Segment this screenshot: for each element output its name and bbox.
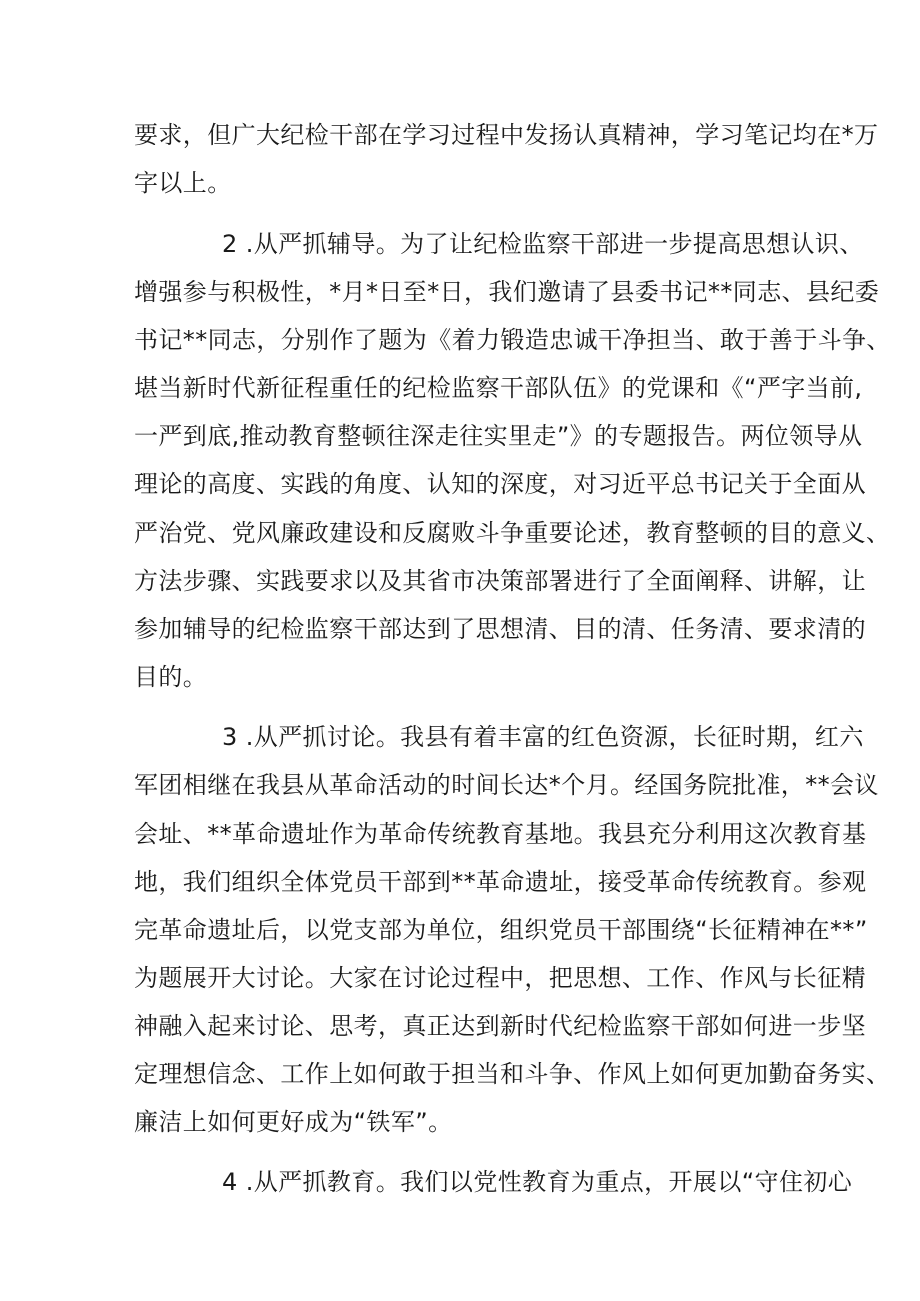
text-line: 要求，但广大纪检干部在学习过程中发扬认真精神，学习笔记均在*万 — [134, 121, 879, 149]
text-line: 增强参与积极性，*月*日至*日，我们邀请了县委书记**同志、县纪委 — [134, 278, 880, 306]
text-line: 方法步骤、实践要求以及其省市决策部署进行了全面阐释、讲解，让 — [134, 567, 866, 595]
text-line: 理论的高度、实践的角度、认知的深度，对习近平总书记关于全面从 — [134, 470, 866, 498]
text-line: 定理想信念、工作上如何敢于担当和斗争、作风上如何更加勤奋务实、 — [134, 1060, 891, 1088]
text-line: 书记**同志，分别作了题为《着力锻造忠诚干净担当、敢于善于斗争、 — [134, 326, 891, 354]
text-line: 为题展开大讨论。大家在讨论过程中，把思想、工作、作风与长征精 — [134, 964, 866, 992]
text-line: 目的。 — [134, 663, 208, 691]
text-line: 完革命遗址后，以党支部为单位，组织党员干部围绕“长征精神在**” — [134, 916, 868, 944]
text-line: 神融入起来讨论、思考，真正达到新时代纪检监察干部如何进一步坚 — [134, 1012, 866, 1040]
text-line: 严治党、党风廉政建设和反腐败斗争重要论述，教育整顿的目的意义、 — [134, 519, 891, 547]
text-line: 军团相继在我县从革命活动的时间长达*个月。经国务院批准，**会议 — [134, 771, 879, 799]
text-line: 地，我们组织全体党员干部到**革命遗址，接受革命传统教育。参观 — [134, 868, 867, 896]
text-line: 会址、**革命遗址作为革命传统教育基地。我县充分利用这次教育基 — [134, 820, 867, 848]
text-line: 一严到底,推动教育整顿往深走往实里走”》的专题报告。两位领导从 — [134, 422, 863, 450]
text-line: 参加辅导的纪检监察干部达到了思想清、目的清、任务清、要求清的 — [134, 615, 866, 643]
paragraph-3-start: 3 .从严抓讨论。我县有着丰富的红色资源，长征时期，红六 — [222, 723, 864, 751]
text-line: 廉洁上如何更好成为“铁军”。 — [134, 1108, 453, 1136]
paragraph-2-start: 2 .从严抓辅导。为了让纪检监察干部进一步提高思想认识、 — [222, 230, 864, 258]
text-line: 字以上。 — [134, 169, 232, 197]
text-line: 堪当新时代新征程重任的纪检监察干部队伍》的党课和《“严字当前, — [134, 374, 863, 402]
paragraph-4-start: 4 .从严抓教育。我们以党性教育为重点，开展以“守住初心 — [222, 1168, 853, 1196]
